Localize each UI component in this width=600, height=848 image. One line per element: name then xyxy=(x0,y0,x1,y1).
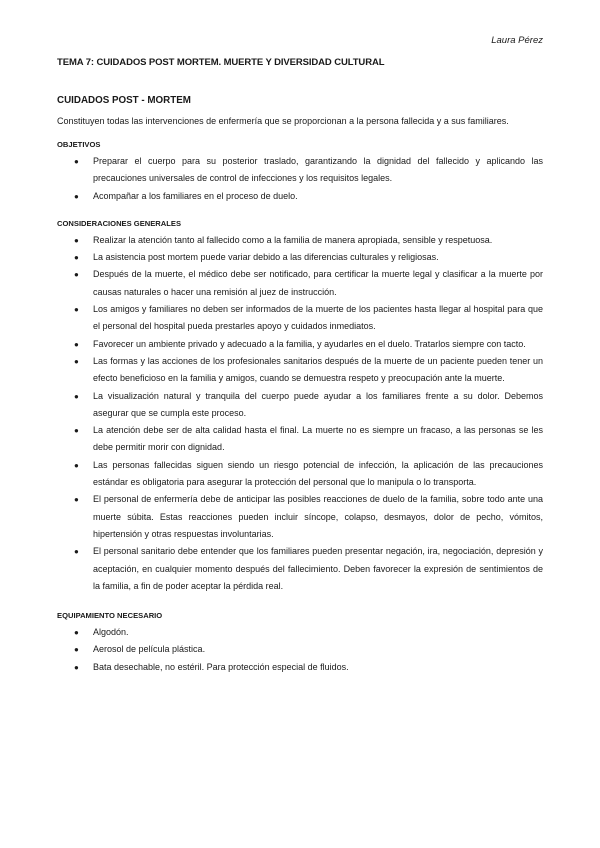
bullet-icon: ● xyxy=(74,157,79,166)
consideraciones-heading: CONSIDERACIONES GENERALES xyxy=(57,218,182,228)
list-item-text: Preparar el cuerpo para su posterior traslado, garantizando la dignidad del fallecido y aplicando las precauciones universales de control de infecciones y los requisitos legales. xyxy=(93,156,543,184)
bullet-icon: ● xyxy=(74,495,79,505)
list-item-text: Los amigos y familiares no deben ser informados de la muerte de los pacientes hasta llegar al hospital para que el personal del hospital pueda prestarles apoyo y cuidados inmediatos. xyxy=(93,304,543,332)
list-item xyxy=(57,422,543,457)
objetivos-heading: OBJETIVOS xyxy=(57,140,101,149)
section-heading: CUIDADOS POST - MORTEM xyxy=(57,95,191,106)
list-item-text: Favorecer un ambiente privado y adecuado a la familia, y ayudarles en el duelo. Tratarlos siempre con tacto. xyxy=(93,338,526,349)
list-item-text: Acompañar a los familiares en el proceso de duelo. xyxy=(93,190,298,201)
objetivos-list xyxy=(57,153,543,205)
list-item-text: La visualización natural y tranquila del cuerpo puede ayudar a los familiares frente a su dolor. Debemos asegurar que se cumpla este proceso. xyxy=(93,390,543,418)
list-item xyxy=(57,491,543,543)
bullet-icon: ● xyxy=(74,628,79,638)
bullet-icon: ● xyxy=(74,191,79,201)
bullet-icon: ● xyxy=(74,356,79,366)
objetivos-section xyxy=(57,140,543,205)
intro-paragraph: Constituyen todas las intervenciones de enfermería que se proporcionan a la persona fallecida y a sus familiares. xyxy=(57,116,509,126)
document-content xyxy=(57,95,543,676)
list-item-text: La asistencia post mortem puede variar debido a las diferencias culturales y religiosas. xyxy=(93,252,439,263)
bullet-icon: ● xyxy=(74,460,79,470)
consideraciones-list xyxy=(57,232,543,595)
list-item-text: Algodón. xyxy=(93,627,129,638)
list-item xyxy=(57,336,543,353)
list-item xyxy=(57,232,543,249)
author-name: Laura Pérez xyxy=(491,35,543,46)
list-item xyxy=(57,188,543,205)
bullet-icon: ● xyxy=(74,547,79,557)
list-item xyxy=(57,543,543,595)
equipamiento-section xyxy=(57,611,543,676)
bullet-icon: ● xyxy=(74,270,79,280)
list-item-text: El personal de enfermería debe de anticipar las posibles reacciones de duelo de la familia, sobre todo ante una muerte súbita. Estas reacciones pueden incluir síncope, colapso, desmayos, dolor de pecho, vómitos, hipertensión y otras respuestas involuntarias. xyxy=(93,494,543,539)
list-item-text: Realizar la atención tanto al fallecido como a la familia de manera apropiada, sensible y respetuosa. xyxy=(93,234,493,245)
bullet-icon: ● xyxy=(74,391,79,401)
list-item xyxy=(57,624,543,641)
list-item xyxy=(57,353,543,388)
list-item-text: Bata desechable, no estéril. Para protección especial de fluidos. xyxy=(93,661,349,672)
list-item xyxy=(57,457,543,492)
equipamiento-list xyxy=(57,624,543,676)
consideraciones-section xyxy=(57,219,543,595)
list-item xyxy=(57,249,543,266)
list-item xyxy=(57,659,543,676)
list-item-text: Las personas fallecidas siguen siendo un riesgo potencial de infección, la aplicación de las precauciones estándar es obligatoria para asegurar la protección del personal que lo manipula o lo transporta. xyxy=(93,459,543,488)
list-item xyxy=(57,153,543,188)
bullet-icon: ● xyxy=(74,235,79,245)
bullet-icon: ● xyxy=(74,645,79,655)
bullet-icon: ● xyxy=(74,253,79,263)
list-item-text: Aerosol de película plástica. xyxy=(93,644,206,655)
bullet-icon: ● xyxy=(74,662,79,672)
list-item-text: La atención debe ser de alta calidad hasta el final. La muerte no es siempre un fracaso, a las personas se les debe permitir morir con dignidad. xyxy=(93,425,543,453)
document-title: TEMA 7: CUIDADOS POST MORTEM. MUERTE Y DIVERSIDAD CULTURAL xyxy=(57,57,385,68)
list-item xyxy=(57,301,543,336)
list-item xyxy=(57,266,543,301)
equipamiento-heading: EQUIPAMIENTO NECESARIO xyxy=(57,611,163,621)
list-item xyxy=(57,388,543,423)
list-item-text: Las formas y las acciones de los profesionales sanitarios después de la muerte de un paciente pueden tener un efecto beneficioso en la familia y amigos, cuando se demuestra respeto y preocupación ante la muerte. xyxy=(93,355,543,384)
list-item-text: El personal sanitario debe entender que los familiares pueden presentar negación, ira, negociación, depresión y aceptación, en cualquier momento después del fallecimiento. Deben favorecer la expresión de sentimientos de la familia, a fin de poder aceptar la pérdida real. xyxy=(93,546,543,591)
bullet-icon: ● xyxy=(74,305,79,315)
list-item-text: Después de la muerte, el médico debe ser notificado, para certificar la muerte legal y clasificar a la muerte por causas naturales o hacer una remisión al juez de instrucción. xyxy=(93,269,543,297)
bullet-icon: ● xyxy=(74,339,79,349)
list-item xyxy=(57,641,543,658)
bullet-icon: ● xyxy=(74,426,79,436)
